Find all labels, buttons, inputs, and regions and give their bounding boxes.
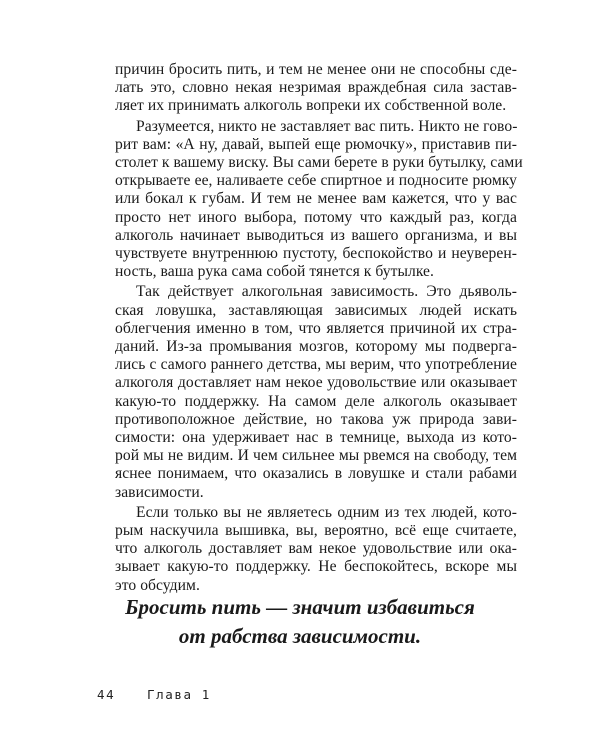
text-line: яснее понимаем, что оказались в ловушке и стали рабами <box>115 465 517 483</box>
text-line: алкоголь начинает выводиться из вашего организма, и вы <box>115 226 517 244</box>
text-line: что алкоголь доставляет вам некое удовольствие или ока- <box>115 540 517 558</box>
text-line: даний. Из-за промывания мозгов, которому мы подверга- <box>115 338 517 355</box>
chapter-label: Глава 1 <box>147 687 211 702</box>
page-number: 44 <box>97 687 116 702</box>
text-line: облегчения именно в том, что является причиной их стра- <box>115 319 517 337</box>
text-line: противоположное действие, но такова уж природа зави- <box>115 410 517 428</box>
text-line: ляет их принимать алкоголь вопреки их собственной воле. <box>115 97 507 115</box>
text-line: рым наскучила вышивка, вы, вероятно, всё еще считаете, <box>115 522 517 539</box>
text-line: ская ловушка, заставляющая зависимых людей искать <box>115 301 517 319</box>
text-line: алкоголя доставляет нам некое удовольствие или оказывает <box>115 374 517 392</box>
text-line: зывает какую-то поддержку. Не беспокойтесь, вскоре мы <box>115 558 517 576</box>
pull-quote-line: Бросить пить — значит избавиться <box>125 595 475 619</box>
text-line: Так действует алкогольная зависимость. Это дьяволь- <box>136 283 517 301</box>
text-line: просто нет иного выбора, потому что каждый раз, когда <box>115 208 517 226</box>
text-line: лать это, словно некая незримая враждебная сила застав- <box>115 79 517 97</box>
text-line: столет к вашему виску. Вы сами берете в руки бутылку, сами <box>115 154 523 171</box>
text-line: рит вам: «А ну, давай, выпей еще рюмочку», приставив пи- <box>115 135 517 153</box>
text-line: причин бросить пить, и тем не менее они не способны сде- <box>115 61 517 78</box>
text-line: Разумеется, никто не заставляет вас пить. Никто не гово- <box>136 117 518 135</box>
text-line: Если только вы не являетесь одним из тех людей, кото- <box>136 503 517 521</box>
text-line: ность, ваша рука сама собой тянется к бутылке. <box>115 263 434 281</box>
text-line: какую-то поддержку. На самом деле алкоголь оказывает <box>115 392 517 410</box>
text-line: лись с самого раннего детства, мы верим, что употребление <box>115 356 517 374</box>
text-line: или бокал к губам. И тем не менее вам кажется, что у вас <box>115 190 517 208</box>
text-line: зависимости. <box>115 483 204 501</box>
text-line: рой мы не видим. И чем сильнее мы рвемся на свободу, тем <box>115 447 517 465</box>
text-line: это обсудим. <box>115 576 200 594</box>
text-line: чувствуете внутреннюю пустоту, беспокойство и неуверен- <box>115 245 517 262</box>
text-line: открываете ее, наливаете себе спиртное и подносите рюмку <box>115 172 517 190</box>
pull-quote-line: от рабства зависимости. <box>178 624 422 648</box>
text-line: симости: она удерживает нас в темнице, выхода из кото- <box>115 429 517 446</box>
